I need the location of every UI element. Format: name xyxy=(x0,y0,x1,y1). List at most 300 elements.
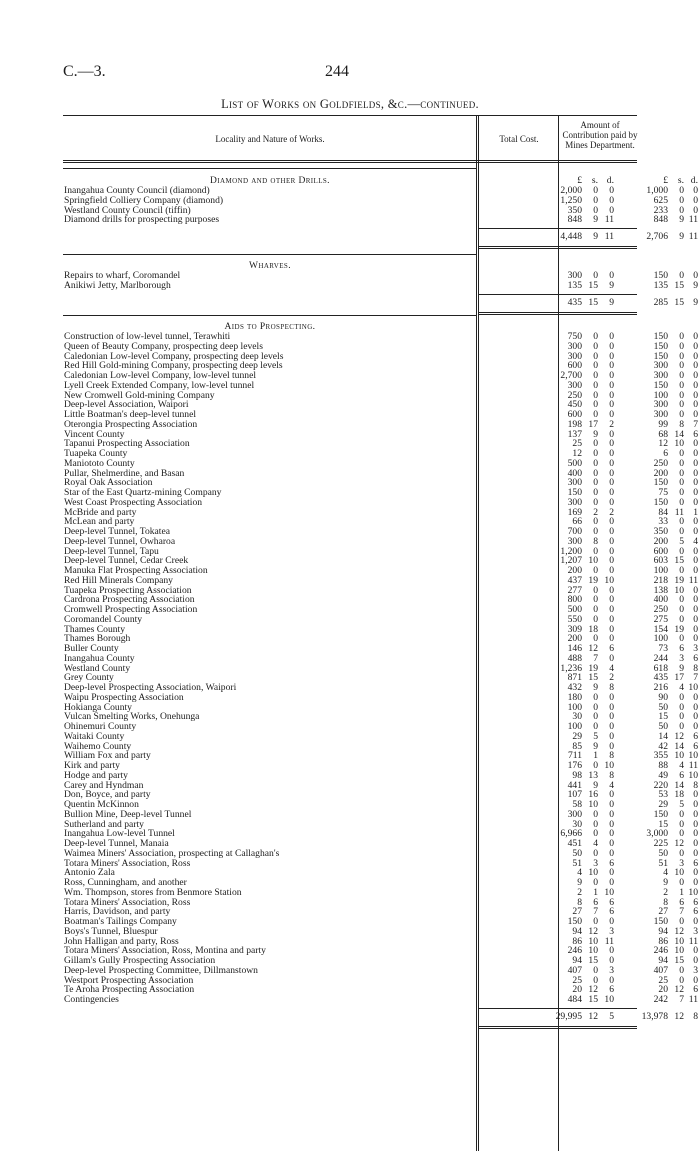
section-total-contribution-pence: 9 xyxy=(693,296,698,308)
row-total-cost-pence: 0 xyxy=(609,340,614,352)
section-separator-rule xyxy=(63,168,476,169)
page-number: 244 xyxy=(325,63,349,80)
row-total-cost-pence: 6 xyxy=(609,906,614,918)
row-contribution-shillings: 10 xyxy=(674,935,684,947)
row-label: Deep-level Prospecting Association, Waipori xyxy=(64,683,237,693)
row-total-cost-shillings: 0 xyxy=(593,477,598,489)
table-row xyxy=(64,652,698,664)
row-total-cost-pence: 0 xyxy=(609,496,614,508)
row-total-cost-pence: 0 xyxy=(609,594,614,606)
row-label: Tapanui Prospecting Association xyxy=(64,439,190,450)
row-contribution-pence: 0 xyxy=(693,838,698,849)
table-row xyxy=(64,789,698,801)
row-label: Deep-level Tunnel, Tapu xyxy=(64,546,159,557)
row-label: Sutherland and party xyxy=(64,819,144,830)
row-label: Anikiwi Jetty, Marlborough xyxy=(64,280,171,291)
row-contribution-shillings: 0 xyxy=(679,370,684,381)
table-row xyxy=(64,555,698,567)
row-total-cost-pounds: 27 xyxy=(572,906,582,918)
table-row xyxy=(64,477,698,489)
row-contribution-shillings: 0 xyxy=(679,565,684,576)
row-contribution-pounds: 300 xyxy=(653,399,668,411)
row-contribution-pence: 6 xyxy=(693,984,698,996)
row-label: Don, Boyce, and party xyxy=(64,790,151,801)
currency-pounds: £ xyxy=(663,175,668,186)
row-contribution-pounds: 220 xyxy=(653,779,668,791)
row-total-cost-shillings: 0 xyxy=(593,389,598,401)
row-total-cost-shillings: 0 xyxy=(593,818,598,830)
row-total-cost-shillings: 0 xyxy=(593,847,598,859)
row-total-cost-pounds: 66 xyxy=(572,516,582,528)
row-total-cost-pence: 0 xyxy=(609,633,614,645)
row-total-cost-pence: 0 xyxy=(609,740,614,752)
section-total-cost-pence: 5 xyxy=(609,1010,614,1022)
row-contribution-pence: 0 xyxy=(693,916,698,927)
row-total-cost-shillings: 7 xyxy=(593,906,598,918)
row-contribution-pounds: 1,000 xyxy=(646,185,668,196)
table-row xyxy=(64,535,698,547)
row-contribution-pence: 0 xyxy=(693,185,698,196)
row-contribution-pence: 0 xyxy=(693,955,698,966)
row-contribution-pence: 10 xyxy=(688,682,698,693)
row-label: Caledonian Low-level Company, prospecting deep levels xyxy=(64,351,284,362)
row-total-cost-shillings: 0 xyxy=(593,409,598,420)
row-total-cost-shillings: 2 xyxy=(593,506,598,518)
row-label: Oterongia Prospecting Association xyxy=(64,419,198,430)
row-contribution-pence: 0 xyxy=(693,691,698,703)
section-total-cost-pounds: 435 xyxy=(567,296,582,308)
section-end-rule xyxy=(478,312,637,313)
table-row xyxy=(64,984,698,996)
table-row xyxy=(64,847,698,859)
row-contribution-pence: 0 xyxy=(693,340,698,352)
row-contribution-shillings: 7 xyxy=(679,906,684,918)
row-total-cost-pence: 0 xyxy=(609,691,614,703)
row-total-cost-shillings: 0 xyxy=(593,438,598,450)
row-label: Boys's Tunnel, Bluespur xyxy=(64,926,158,937)
row-label: Bullion Mine, Deep-level Tunnel xyxy=(64,809,192,820)
row-contribution-shillings: 15 xyxy=(674,555,684,567)
row-total-cost-pence: 0 xyxy=(609,701,614,713)
row-total-cost-pence: 0 xyxy=(609,516,614,528)
row-total-cost-shillings: 0 xyxy=(593,604,598,615)
row-contribution-pence: 0 xyxy=(693,526,698,537)
row-contribution-pounds: 50 xyxy=(658,701,668,713)
row-contribution-pence: 0 xyxy=(693,438,698,450)
row-total-cost-shillings: 1 xyxy=(593,750,598,762)
table-row xyxy=(64,682,698,693)
table-row xyxy=(64,613,698,625)
row-contribution-pounds: 100 xyxy=(653,565,668,576)
row-contribution-pounds: 90 xyxy=(658,691,668,703)
row-contribution-pence: 6 xyxy=(693,730,698,742)
row-contribution-shillings: 11 xyxy=(674,506,684,518)
row-total-cost-pounds: 750 xyxy=(567,331,582,342)
section-end-rule-double xyxy=(478,248,637,249)
row-total-cost-pence: 0 xyxy=(609,584,614,596)
row-contribution-pence: 0 xyxy=(693,545,698,557)
row-label: Buller County xyxy=(64,644,119,654)
table-top-rule xyxy=(63,115,637,116)
subtotal-rule xyxy=(478,294,637,295)
section-total-cost-pence: 11 xyxy=(604,231,614,242)
row-contribution-pence: 0 xyxy=(693,409,698,420)
row-contribution-shillings: 0 xyxy=(679,711,684,723)
row-total-cost-pounds: 300 xyxy=(567,340,582,352)
row-total-cost-pence: 0 xyxy=(609,204,614,216)
table-row xyxy=(64,730,698,742)
row-total-cost-pounds: 98 xyxy=(572,769,582,781)
row-contribution-shillings: 0 xyxy=(679,350,684,362)
row-total-cost-pounds: 29 xyxy=(572,730,582,742)
row-contribution-pence: 7 xyxy=(693,672,698,684)
row-total-cost-shillings: 7 xyxy=(593,652,598,664)
row-contribution-shillings: 0 xyxy=(679,496,684,508)
row-label: Waihemo County xyxy=(64,741,132,752)
table-row xyxy=(64,545,698,557)
row-total-cost-shillings: 0 xyxy=(593,370,598,381)
table-row xyxy=(64,370,698,381)
row-label: New Cromwell Gold-mining Company xyxy=(64,390,215,401)
row-total-cost-shillings: 0 xyxy=(593,808,598,820)
row-total-cost-pounds: 100 xyxy=(567,701,582,713)
row-total-cost-pence: 6 xyxy=(609,643,614,654)
row-total-cost-pounds: 246 xyxy=(567,945,582,957)
row-contribution-pence: 7 xyxy=(693,418,698,430)
currency-shillings: s. xyxy=(677,175,684,186)
row-contribution-pounds: 15 xyxy=(658,711,668,723)
row-contribution-pounds: 150 xyxy=(653,496,668,508)
row-contribution-pounds: 100 xyxy=(653,389,668,401)
row-contribution-pence: 0 xyxy=(693,584,698,596)
table-row xyxy=(64,857,698,869)
row-contribution-shillings: 6 xyxy=(679,769,684,781)
row-contribution-pence: 0 xyxy=(693,613,698,625)
row-contribution-shillings: 10 xyxy=(674,945,684,957)
row-contribution-pounds: 49 xyxy=(658,769,668,781)
row-contribution-pounds: 150 xyxy=(653,379,668,391)
row-total-cost-pounds: 600 xyxy=(567,409,582,420)
table-row xyxy=(64,818,698,830)
table-row xyxy=(64,467,698,479)
row-contribution-pounds: 42 xyxy=(658,740,668,752)
row-total-cost-shillings: 8 xyxy=(593,535,598,547)
row-total-cost-pounds: 12 xyxy=(572,448,582,459)
table-row xyxy=(64,194,698,206)
row-total-cost-shillings: 10 xyxy=(588,555,598,567)
table-row xyxy=(64,279,698,291)
row-total-cost-pounds: 9 xyxy=(577,877,582,888)
row-total-cost-pence: 0 xyxy=(609,379,614,391)
row-contribution-shillings: 3 xyxy=(679,652,684,664)
table-row xyxy=(64,457,698,469)
table-row xyxy=(64,487,698,498)
table-row xyxy=(64,584,698,596)
row-total-cost-pounds: 300 xyxy=(567,808,582,820)
row-contribution-shillings: 0 xyxy=(679,467,684,479)
row-label: Royal Oak Association xyxy=(64,478,153,489)
row-total-cost-pounds: 180 xyxy=(567,691,582,703)
row-contribution-pounds: 242 xyxy=(653,994,668,1005)
row-total-cost-shillings: 12 xyxy=(588,984,598,996)
table-row xyxy=(64,701,698,713)
row-contribution-pence: 0 xyxy=(693,467,698,479)
row-total-cost-pence: 2 xyxy=(609,672,614,684)
row-contribution-pounds: 8 xyxy=(663,896,668,908)
row-total-cost-shillings: 9 xyxy=(593,682,598,693)
row-contribution-pence: 0 xyxy=(693,633,698,645)
row-total-cost-pence: 0 xyxy=(609,477,614,489)
row-contribution-shillings: 3 xyxy=(679,857,684,869)
row-total-cost-pounds: 150 xyxy=(567,487,582,498)
table-row xyxy=(64,185,698,196)
row-total-cost-pence: 8 xyxy=(609,769,614,781)
row-total-cost-shillings: 4 xyxy=(593,838,598,849)
row-contribution-pounds: 250 xyxy=(653,457,668,469)
row-total-cost-pounds: 277 xyxy=(567,584,582,596)
section-end-rule-double xyxy=(478,314,637,315)
row-contribution-pence: 6 xyxy=(693,906,698,918)
row-contribution-pounds: 355 xyxy=(653,750,668,762)
row-contribution-pounds: 407 xyxy=(653,964,668,976)
section-separator-rule xyxy=(63,315,476,316)
table-row xyxy=(64,964,698,976)
table-row xyxy=(64,945,698,957)
row-contribution-pence: 0 xyxy=(693,604,698,615)
row-total-cost-pounds: 2 xyxy=(577,886,582,898)
row-contribution-pounds: 244 xyxy=(653,652,668,664)
row-total-cost-pence: 0 xyxy=(609,847,614,859)
row-contribution-pounds: 275 xyxy=(653,613,668,625)
table-row xyxy=(64,711,698,723)
row-contribution-shillings: 0 xyxy=(679,379,684,391)
row-label: Westport Prospecting Association xyxy=(64,975,194,986)
row-contribution-shillings: 0 xyxy=(679,270,684,281)
row-total-cost-pence: 0 xyxy=(609,955,614,966)
row-total-cost-shillings: 9 xyxy=(593,779,598,791)
row-total-cost-shillings: 0 xyxy=(593,379,598,391)
page-title: List of Works on Goldfields, &c.—continued. xyxy=(221,97,479,111)
section-end-rule-double xyxy=(478,1028,637,1029)
table-row xyxy=(64,506,698,518)
section-total-row xyxy=(64,296,698,308)
row-total-cost-pence: 0 xyxy=(609,652,614,664)
table-row xyxy=(64,516,698,528)
row-contribution-pounds: 75 xyxy=(658,487,668,498)
row-contribution-shillings: 15 xyxy=(674,279,684,291)
row-total-cost-pence: 6 xyxy=(609,984,614,996)
row-label: Waipu Prospecting Association xyxy=(64,692,184,703)
row-label: Lyell Creek Extended Company, low-level tunnel xyxy=(64,380,255,391)
row-label: Repairs to wharf, Coromandel xyxy=(64,271,181,281)
row-total-cost-shillings: 0 xyxy=(593,613,598,625)
row-total-cost-shillings: 0 xyxy=(593,584,598,596)
row-contribution-pounds: 86 xyxy=(658,935,668,947)
row-label: Construction of low-level tunnel, Terawhiti xyxy=(64,332,231,342)
table-row xyxy=(64,740,698,752)
row-contribution-shillings: 15 xyxy=(674,955,684,966)
row-total-cost-pounds: 2,000 xyxy=(560,185,582,196)
row-contribution-shillings: 17 xyxy=(674,672,684,684)
row-total-cost-shillings: 0 xyxy=(593,828,598,840)
row-contribution-pence: 10 xyxy=(688,886,698,898)
row-contribution-pounds: 68 xyxy=(658,428,668,440)
row-total-cost-shillings: 0 xyxy=(593,633,598,645)
row-total-cost-pounds: 450 xyxy=(567,399,582,411)
row-contribution-pounds: 14 xyxy=(658,730,668,742)
row-contribution-shillings: 0 xyxy=(679,847,684,859)
row-contribution-shillings: 0 xyxy=(679,487,684,498)
row-total-cost-pounds: 711 xyxy=(567,750,582,762)
row-contribution-shillings: 0 xyxy=(679,613,684,625)
row-total-cost-shillings: 0 xyxy=(593,526,598,537)
table-row xyxy=(64,769,698,781)
row-contribution-pence: 0 xyxy=(693,360,698,372)
row-label: Tuapeka County xyxy=(64,449,128,459)
row-contribution-shillings: 12 xyxy=(674,730,684,742)
currency-pence: d. xyxy=(690,175,698,186)
row-total-cost-pence: 0 xyxy=(609,916,614,927)
row-contribution-pounds: 88 xyxy=(658,760,668,771)
row-total-cost-shillings: 6 xyxy=(593,896,598,908)
section-total-contribution-shillings: 12 xyxy=(674,1010,684,1022)
row-total-cost-pounds: 50 xyxy=(572,847,582,859)
row-label: Harris, Davidson, and party xyxy=(64,907,171,918)
row-total-cost-shillings: 3 xyxy=(593,857,598,869)
row-contribution-pounds: 435 xyxy=(653,672,668,684)
row-total-cost-pence: 0 xyxy=(609,877,614,888)
row-total-cost-pence: 0 xyxy=(609,974,614,986)
row-total-cost-shillings: 5 xyxy=(593,730,598,742)
row-contribution-pence: 0 xyxy=(693,457,698,469)
row-contribution-shillings: 19 xyxy=(674,623,684,635)
row-contribution-pounds: 29 xyxy=(658,799,668,810)
row-contribution-pence: 0 xyxy=(693,379,698,391)
row-contribution-pence: 0 xyxy=(693,877,698,888)
row-total-cost-shillings: 9 xyxy=(593,428,598,440)
row-contribution-pence: 0 xyxy=(693,370,698,381)
row-label: Deep-level Tunnel, Manaia xyxy=(64,839,169,849)
row-contribution-pence: 0 xyxy=(693,487,698,498)
row-contribution-shillings: 0 xyxy=(679,340,684,352)
row-contribution-pounds: 600 xyxy=(653,545,668,557)
row-label: Boatman's Tailings Company xyxy=(64,917,177,927)
row-contribution-pence: 6 xyxy=(693,740,698,752)
row-contribution-pounds: 94 xyxy=(658,955,668,966)
row-total-cost-shillings: 0 xyxy=(593,721,598,732)
row-contribution-pence: 0 xyxy=(693,555,698,567)
row-contribution-pounds: 2 xyxy=(663,886,668,898)
row-total-cost-pounds: 300 xyxy=(567,477,582,489)
section-total-contribution-shillings: 15 xyxy=(674,296,684,308)
row-label: Manuka Flat Prospecting Association xyxy=(64,566,208,576)
row-total-cost-pence: 0 xyxy=(609,604,614,615)
row-contribution-shillings: 0 xyxy=(679,409,684,420)
row-contribution-shillings: 14 xyxy=(674,740,684,752)
row-label: McBride and party xyxy=(64,507,137,518)
row-total-cost-shillings: 0 xyxy=(593,270,598,281)
row-total-cost-pence: 0 xyxy=(609,565,614,576)
row-total-cost-pence: 0 xyxy=(609,526,614,537)
row-label: Inangahua County Council (diamond) xyxy=(64,186,210,196)
row-total-cost-pounds: 25 xyxy=(572,438,582,450)
section-total-row xyxy=(64,231,698,242)
row-label: Caledonian Low-level Company, low-level tunnel xyxy=(64,371,257,381)
row-contribution-pence: 0 xyxy=(693,496,698,508)
row-contribution-pounds: 9 xyxy=(663,877,668,888)
row-contribution-pence: 0 xyxy=(693,204,698,216)
row-total-cost-shillings: 0 xyxy=(593,711,598,723)
row-total-cost-shillings: 12 xyxy=(588,925,598,937)
table-row xyxy=(64,896,698,908)
row-contribution-pounds: 4 xyxy=(663,867,668,879)
row-contribution-pounds: 138 xyxy=(653,584,668,596)
row-total-cost-pence: 3 xyxy=(609,925,614,937)
table-row xyxy=(64,350,698,362)
row-contribution-shillings: 0 xyxy=(679,594,684,606)
row-contribution-shillings: 12 xyxy=(674,925,684,937)
row-total-cost-shillings: 19 xyxy=(588,574,598,586)
row-contribution-pence: 0 xyxy=(693,623,698,635)
row-contribution-pounds: 618 xyxy=(653,662,668,674)
row-contribution-pounds: 246 xyxy=(653,945,668,957)
row-contribution-pence: 0 xyxy=(693,808,698,820)
row-contribution-shillings: 1 xyxy=(679,886,684,898)
row-total-cost-pence: 0 xyxy=(609,555,614,567)
row-label: Grey County xyxy=(64,673,114,684)
row-contribution-pence: 1 xyxy=(693,506,698,518)
row-label: Deep-level Tunnel, Cedar Creek xyxy=(64,556,189,567)
table-row xyxy=(64,428,698,440)
table-header-rule xyxy=(63,160,637,161)
row-contribution-shillings: 0 xyxy=(679,974,684,986)
row-contribution-pence: 0 xyxy=(693,974,698,986)
row-total-cost-pence: 0 xyxy=(609,270,614,281)
row-contribution-pounds: 150 xyxy=(653,916,668,927)
row-total-cost-pence: 6 xyxy=(609,857,614,869)
row-contribution-pence: 0 xyxy=(693,711,698,723)
row-total-cost-pounds: 871 xyxy=(567,672,582,684)
row-contribution-pounds: 135 xyxy=(653,279,668,291)
row-contribution-pence: 0 xyxy=(693,350,698,362)
table-row xyxy=(64,838,698,849)
row-contribution-pounds: 300 xyxy=(653,360,668,372)
row-total-cost-shillings: 17 xyxy=(588,418,598,430)
table-row xyxy=(64,360,698,372)
row-total-cost-shillings: 10 xyxy=(588,867,598,879)
row-contribution-pounds: 94 xyxy=(658,925,668,937)
row-label: Deep-level Tunnel, Tokatea xyxy=(64,527,170,537)
row-label: Queen of Beauty Company, prospecting deep levels xyxy=(64,341,263,352)
row-total-cost-shillings: 0 xyxy=(593,448,598,459)
row-total-cost-pounds: 25 xyxy=(572,974,582,986)
row-total-cost-shillings: 0 xyxy=(593,467,598,479)
row-contribution-pounds: 150 xyxy=(653,477,668,489)
row-contribution-shillings: 0 xyxy=(679,818,684,830)
row-total-cost-pounds: 848 xyxy=(567,214,582,226)
row-total-cost-pence: 0 xyxy=(609,409,614,420)
row-total-cost-shillings: 0 xyxy=(593,974,598,986)
row-contribution-pounds: 73 xyxy=(658,643,668,654)
row-label: Contingencies xyxy=(64,995,119,1005)
row-total-cost-pounds: 1,236 xyxy=(560,662,582,674)
row-contribution-pounds: 50 xyxy=(658,721,668,732)
row-total-cost-pence: 2 xyxy=(609,506,614,518)
row-contribution-pence: 6 xyxy=(693,428,698,440)
row-label: Springfield Colliery Company (diamond) xyxy=(64,195,224,206)
table-row xyxy=(64,409,698,420)
row-total-cost-pounds: 20 xyxy=(572,984,582,996)
